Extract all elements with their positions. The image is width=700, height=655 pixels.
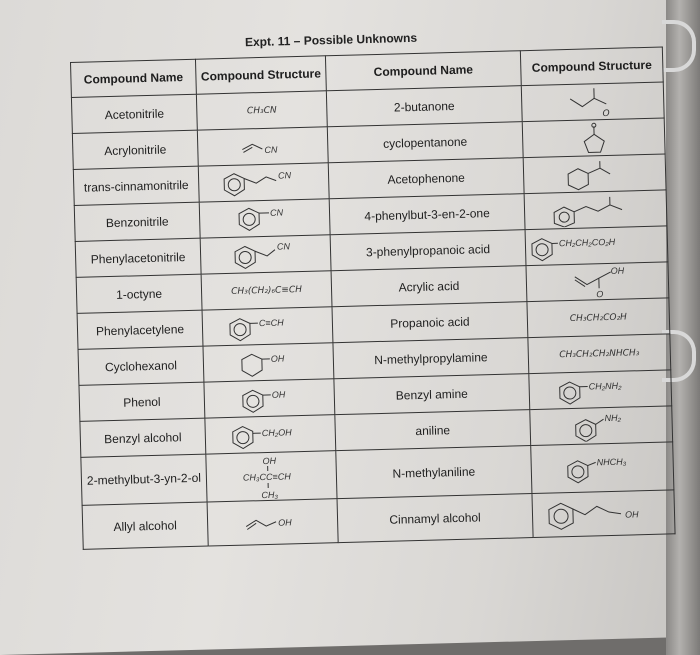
structure-label: OH: [277, 516, 292, 528]
structure-cyclohexanol: [203, 343, 334, 382]
compound-name: 2-methylbut-3-yn-2-ol: [81, 454, 207, 505]
compound-name: N-methylpropylamine: [333, 338, 529, 379]
structure-label: CH₃: [260, 489, 278, 500]
compound-name: Acetonitrile: [71, 94, 197, 133]
compound-name: 4-phenylbut-3-en-2-one: [329, 194, 525, 235]
structure-label: NH₂: [603, 412, 621, 423]
unknowns-table-wrapper: [70, 47, 675, 550]
compound-name: aniline: [335, 410, 531, 451]
structure-label: OH: [270, 353, 284, 364]
binder-edge: [666, 0, 700, 655]
structure-label: OH: [624, 508, 639, 520]
compound-name: 2-butanone: [326, 86, 522, 127]
header-compound-name: Compound Name: [325, 51, 521, 91]
compound-name: Allyl alcohol: [82, 502, 208, 549]
compound-name: Acetophenone: [328, 158, 524, 199]
compound-name: Phenylacetonitrile: [75, 238, 201, 277]
compound-name: Cinnamyl alcohol: [337, 494, 533, 543]
structure-acetophenone: [523, 154, 666, 194]
binder-ring: [662, 20, 696, 72]
structure-cyclopentanone: [522, 118, 665, 158]
structure-label: OH: [610, 265, 624, 276]
structure-label: CN: [277, 169, 291, 181]
structure-label: NHCH₃: [596, 456, 626, 467]
compound-name: Benzyl alcohol: [80, 418, 206, 457]
compound-name: Phenylacetylene: [77, 310, 203, 349]
structure-benzyl-alcohol: [205, 415, 336, 454]
header-compound-structure: Compound Structure: [195, 56, 326, 94]
structure-acrylic-acid: [526, 262, 669, 302]
structure-benzyl-amine: [529, 370, 672, 410]
compound-name: cyclopentanone: [327, 122, 523, 163]
structure-allyl-alcohol: [207, 499, 338, 546]
structure-label: CH₃CC≡CH: [242, 470, 291, 483]
header-compound-name: Compound Name: [71, 59, 197, 97]
compound-name: Benzonitrile: [74, 202, 200, 241]
compound-name: 3-phenylpropanoic acid: [330, 230, 526, 271]
structure-acrylonitrile: [197, 127, 328, 166]
structure-2-butanone: [521, 82, 664, 122]
compound-name: Cyclohexanol: [78, 346, 204, 385]
structure-label: O: [595, 288, 603, 299]
structure-methylbutynol: [206, 451, 337, 502]
compound-name: 1-octyne: [76, 274, 202, 313]
compound-name: trans-cinnamonitrile: [73, 166, 199, 205]
unknowns-table: [70, 46, 676, 549]
structure-label: C≡CH: [258, 317, 284, 328]
structure-label: CH₂CH₂CO₂H: [558, 236, 616, 248]
header-compound-structure: Compound Structure: [520, 47, 663, 86]
structure-formula: CH₃CN: [196, 91, 327, 130]
compound-name: Acrylonitrile: [72, 130, 198, 169]
structure-phenylacetylene: [202, 307, 333, 346]
compound-name: N-methylaniline: [336, 446, 532, 499]
compound-name: Propanoic acid: [332, 302, 528, 343]
structure-label: O: [601, 108, 610, 119]
structure-label: CN: [276, 240, 290, 252]
structure-formula: CH₃CH₂CO₂H: [527, 298, 670, 338]
structure-formula: CH₃CH₂CH₂NHCH₃: [528, 334, 671, 374]
structure-phenylbutenone: [524, 190, 667, 230]
structure-phenol: [204, 379, 335, 418]
compound-name: Benzyl amine: [334, 374, 530, 415]
structure-label: CH₂OH: [261, 426, 292, 438]
structure-phenylpropanoic-acid: [525, 226, 668, 266]
structure-cinnamyl-alcohol: [532, 490, 675, 538]
structure-formula: CH₃(CH₂)₆C≡CH: [201, 271, 332, 310]
structure-label: OH: [271, 388, 285, 400]
structure-phenylacetonitrile: [200, 235, 331, 274]
structure-label: OH: [261, 455, 276, 466]
structure-label: CH₂NH₂: [588, 380, 622, 392]
compound-name: Acrylic acid: [331, 266, 527, 307]
structure-trans-cinnamonitrile: [198, 163, 329, 202]
structure-label: CN: [269, 206, 283, 218]
page-title: Expt. 11 – Possible Unknowns: [244, 30, 418, 50]
structure-benzonitrile: [199, 199, 330, 238]
structure-n-methylaniline: [531, 442, 674, 494]
compound-name: Phenol: [79, 382, 205, 421]
structure-aniline: [530, 406, 673, 446]
structure-label: CN: [263, 144, 277, 155]
